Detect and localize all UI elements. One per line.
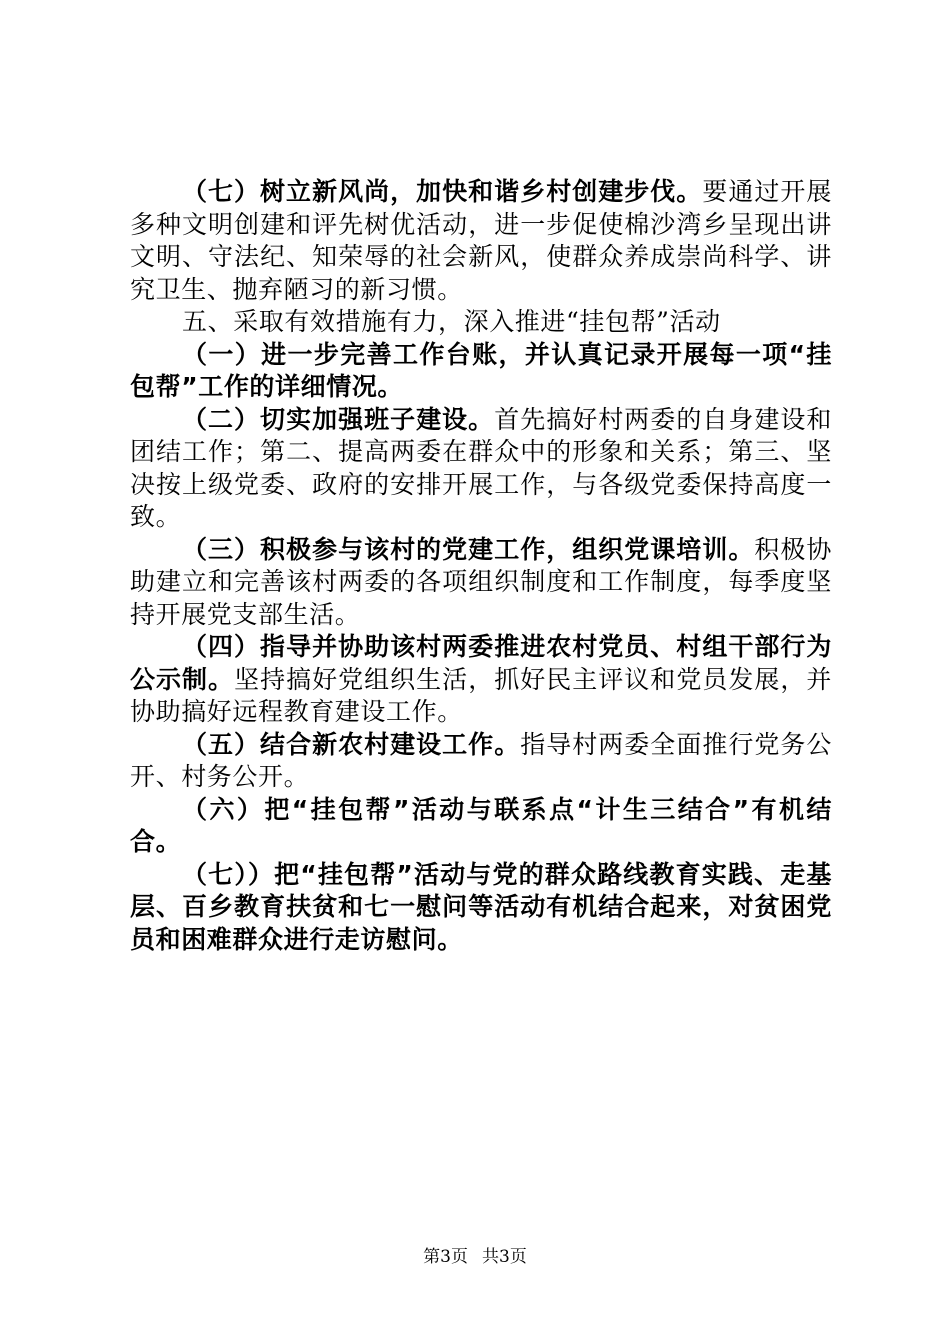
paragraph-3-party-building: [130, 534, 832, 632]
page-number: 第3页: [423, 1247, 468, 1267]
paragraph-text: 积极协助建立和完善该村两委的各项组织制度和工作制度，每季度坚持开展党支部生活。: [130, 534, 832, 629]
paragraph-title: （六）把“挂包帮”活动与联系点“计生三结合”有机结合。: [130, 794, 832, 856]
paragraph-title: （二）切实加强班子建设。: [182, 404, 495, 434]
paragraph-title: （七）树立新风尚，加快和谐乡村创建步伐。: [182, 177, 703, 206]
paragraph-title: （七））把“挂包帮”活动与党的群众路线教育实践、走基层、百乡教育扶贫和七一慰问等活动有机结合起来，对贫困党员和困难群众进行走访慰问。: [130, 859, 832, 954]
paragraph-5-new-countryside: [130, 729, 832, 794]
paragraph-6-family-planning: [130, 794, 832, 859]
paragraph-title: （五）结合新农村建设工作。: [182, 729, 521, 759]
paragraph-7-mass-line: [130, 859, 832, 957]
paragraph-1-ledger: [130, 339, 832, 404]
paragraph-title: （四）指导并协助该村两委推进农村党员、村组干部行为公示制。: [130, 632, 832, 694]
paragraph-text: 要通过开展多种文明创建和评先树优活动，进一步促使棉沙湾乡呈现出讲文明、守法纪、知荣辱的社会新风，使群众养成崇尚科学、讲究卫生、抛弃陋习的新习惯。: [130, 177, 832, 304]
paragraph-2-team-building: [130, 404, 832, 534]
paragraph-text: 首先搞好村两委的自身建设和团结工作；第二、提高两委在群众中的形象和关系；第三、坚决按上级党委、政府的安排开展工作，与各级党委保持高度一致。: [130, 404, 832, 531]
paragraph-text: 指导村两委全面推行党务公开、村务公开。: [130, 729, 832, 791]
section-heading-5: 五、采取有效措施有力，深入推进“挂包帮”活动: [182, 307, 721, 336]
paragraph-title: （三）积极参与该村的党建工作，组织党课培训。: [182, 534, 755, 564]
paragraph-4-publicity: [130, 631, 832, 729]
document-body: [130, 176, 832, 956]
paragraph-text: 坚持搞好党组织生活，抓好民主评议和党员发展，并协助搞好远程教育建设工作。: [130, 664, 832, 726]
page-total: 共3页: [482, 1247, 527, 1267]
page-footer: [0, 1242, 950, 1267]
paragraph-title: （一）进一步完善工作台账，并认真记录开展每一项“挂包帮”工作的详细情况。: [130, 339, 832, 401]
paragraph-7-new-customs: [130, 176, 832, 306]
